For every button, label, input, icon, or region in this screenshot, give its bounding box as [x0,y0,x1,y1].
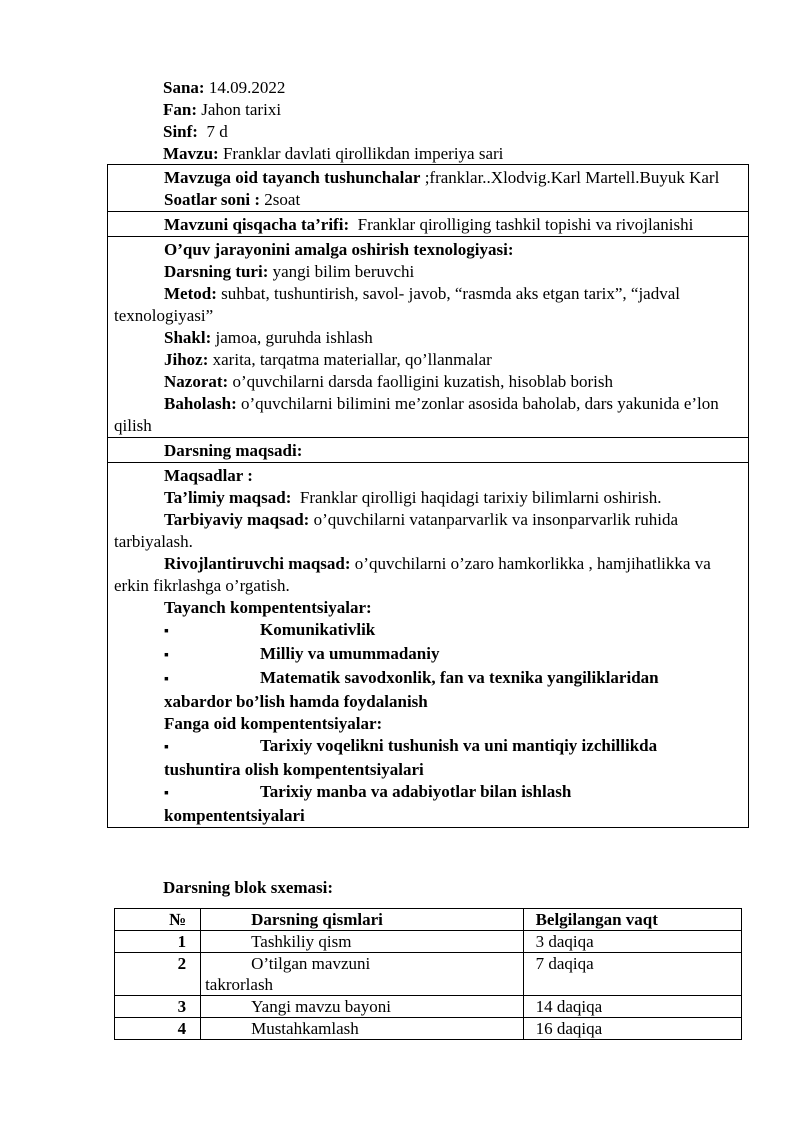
list-item: ▪Tarixiy manba va adabiyotlar bilan ishlash [114,781,742,805]
table-row: 4 Mustahkamlash 16 daqiqa [115,1018,742,1040]
concepts-line: Mavzuga oid tayanch tushunchalar ;franklar..Xlodvig.Karl Martell.Buyuk Karl [164,168,720,187]
square-bullet-icon [164,735,260,759]
subject-line: Fan: Jahon tarixi [163,100,282,119]
table-row: 1 Tashkiliy qism 3 daqiqa [115,931,742,953]
goal-heading-cell: Darsning maqsadi: [108,437,748,462]
list-item: ▪Matematik savodxonlik, fan va texnika yangiliklaridan [114,667,742,691]
concepts-cell [108,165,748,211]
square-bullet-icon [164,781,260,805]
list-item: ▪Tarixiy voqelikni tushunish va uni mantiqiy izchillikda [114,735,742,759]
square-bullet-icon [164,619,260,643]
list-item: ▪Milliy va umummadaniy [114,643,742,667]
technology-cell: O’quv jarayonini amalga oshirish texnologiyasi: Darsning turi: yangi bilim beruvchi Metod: suhbat, tushuntirish, savol- javob, “rasmda aks etgan tarix”, “jadval texnologiyasi” Shakl: jamoa, guruhda ishlash Jihoz: xarita, tarqatma materiallar, qo’llanmalar Nazorat: o’quvchilarni darsda faolligini kuzatish, hisoblab borish Baholash: o’quvchilarni bilimini me’zonlar asosida baholab, dars yakunida e’lon qilish [108,236,748,437]
block-scheme-table [114,908,742,1040]
topic-line: Mavzu: Franklar davlati qirollikdan imperiya sari [163,144,504,163]
description-cell: Mavzuni qisqacha ta’rifi: Franklar qirolliging tashkil topishi va rivojlanishi [108,211,748,236]
square-bullet-icon [164,667,260,691]
date-line: Sana: 14.09.2022 [163,78,286,97]
block-scheme-title: Darsning blok sxemasi: [163,878,334,897]
class-line: Sinf: 7 d [163,122,228,141]
square-bullet-icon [164,643,260,667]
lesson-header [163,77,763,165]
list-item: ▪Komunikativlik [114,619,742,643]
table-row: 3 Yangi mavzu bayoni 14 daqiqa [115,996,742,1018]
hours-line: Soatlar soni : 2soat [164,190,301,209]
table-header-row: № Darsning qismlari Belgilangan vaqt [115,909,742,931]
lesson-plan-box [107,164,749,828]
goals-cell: Maqsadlar : Ta’limiy maqsad: Franklar qirolligi haqidagi tarixiy bilimlarni oshirish. Tarbiyaviy maqsad: o’quvchilarni vatanparvarlik va insonparvarlik ruhida tarbiyalash. Rivojlantiruvchi maqsad: o’quvchilarni o’zaro hamkorlikka , hamjihatlikka va erkin fikrlashga o’rgatish. Tayanch kompententsiyalar: ▪Komunikativlik ▪Milliy va umummadaniy ▪Matematik savodxonlik, fan va texnika yangiliklaridan xabardor bo’lish hamda foydalanish Fanga oid kompententsiyalar: ▪Tarixiy voqelikni tushunish va uni mantiqiy izchillikda tushuntira olish kompententsiyalari ▪Tarixiy manba va adabiyotlar bilan ishlash kompententsiyalari [108,462,748,827]
table-row: 2 O’tilgan mavzuni takrorlash 7 daqiqa [115,953,742,996]
